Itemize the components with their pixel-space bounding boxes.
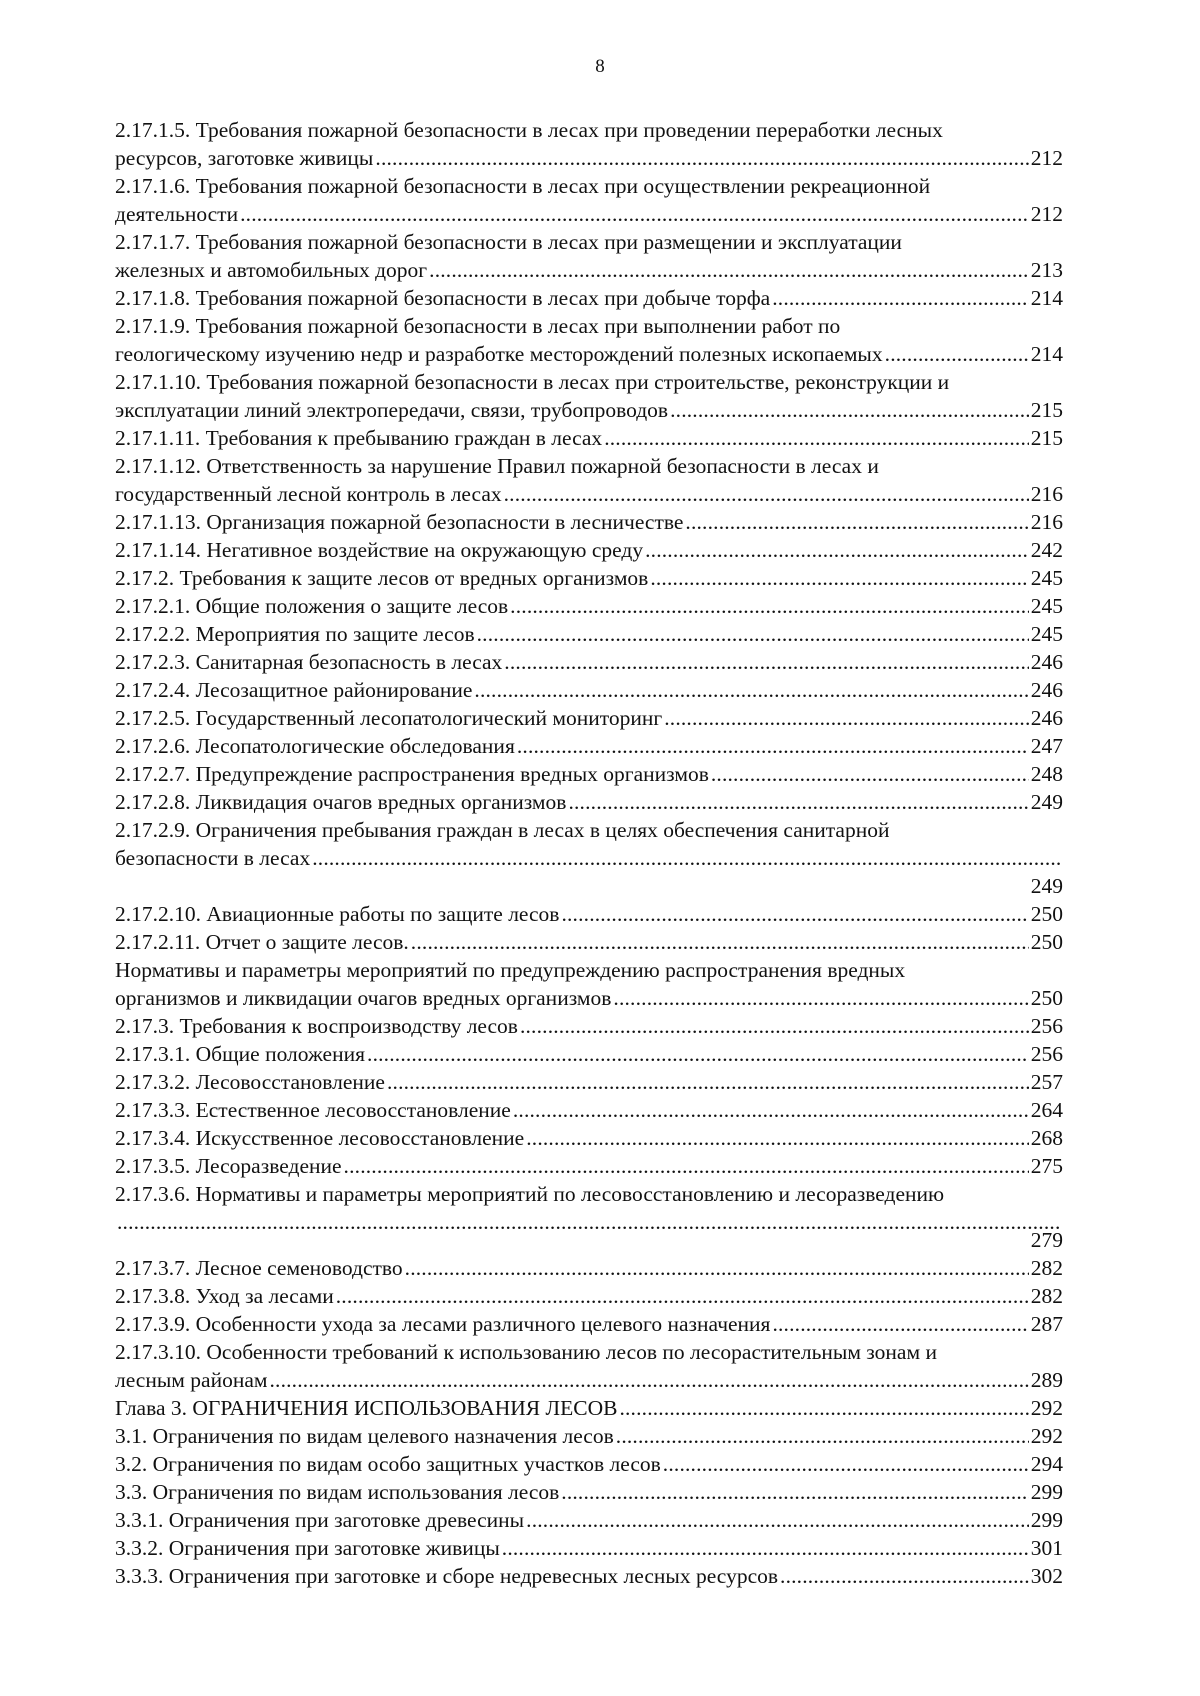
toc-page-number: 216 — [1030, 482, 1063, 506]
toc-line — [115, 1338, 1063, 1366]
toc-line — [115, 648, 1063, 676]
toc-page-number: 282 — [1030, 1256, 1063, 1280]
toc-entry[interactable] — [115, 1310, 1063, 1338]
toc-entry-title: 2.17.2.6. Лесопатологические обследования — [115, 734, 515, 758]
toc-entry[interactable] — [115, 1012, 1063, 1040]
toc-line — [115, 172, 1063, 200]
toc-entry-title: 2.17.1.12. Ответственность за нарушение Правил пожарной безопасности в лесах и — [115, 454, 879, 478]
toc-line — [115, 1096, 1063, 1124]
toc-line — [115, 900, 1063, 928]
toc-entry-title: 2.17.1.5. Требования пожарной безопасности в лесах при проведении переработки лесных — [115, 118, 943, 142]
toc-page-number: 248 — [1030, 762, 1063, 786]
toc-entry-title: государственный лесной контроль в лесах — [115, 482, 502, 506]
toc-entry[interactable] — [115, 1478, 1063, 1506]
toc-page-number: 242 — [1030, 538, 1063, 562]
toc-entry-title: 2.17.2.1. Общие положения о защите лесов — [115, 594, 509, 618]
dot-leader — [510, 592, 1029, 620]
dot-leader — [477, 620, 1029, 648]
toc-line — [115, 1506, 1063, 1534]
toc-entry[interactable] — [115, 956, 1063, 1012]
dot-leader — [502, 1534, 1029, 1562]
toc-line — [115, 1040, 1063, 1068]
toc-entry-title: 2.17.3.10. Особенности требований к использованию лесов по лесорастительным зонам и — [115, 1340, 937, 1364]
toc-line — [115, 788, 1063, 816]
toc-page-number: 250 — [1030, 902, 1063, 926]
toc-entry-title: 2.17.1.6. Требования пожарной безопасности в лесах при осуществлении рекреационной — [115, 174, 931, 198]
toc-page-number: 245 — [1030, 594, 1063, 618]
toc-entry-title: ресурсов, заготовке живицы — [115, 146, 374, 170]
page-number: 8 — [595, 56, 605, 77]
toc-entry-title: 2.17.2.10. Авиационные работы по защите лесов — [115, 902, 560, 926]
toc-entry[interactable] — [115, 732, 1063, 760]
toc-entry-title: 3.1. Ограничения по видам целевого назначения лесов — [115, 1424, 614, 1448]
dot-leader — [604, 424, 1029, 452]
toc-entry-title: организмов и ликвидации очагов вредных организмов — [115, 986, 612, 1010]
dot-leader — [619, 1394, 1028, 1422]
toc-page-number: 249 — [1030, 790, 1063, 814]
toc-line — [115, 508, 1063, 536]
toc-page-number: 282 — [1030, 1284, 1063, 1308]
toc-entry-title: 2.17.1.14. Негативное воздействие на окружающую среду — [115, 538, 644, 562]
toc-page-number: 287 — [1030, 1312, 1063, 1336]
toc-line — [115, 424, 1063, 452]
toc-line — [115, 1012, 1063, 1040]
toc-line — [115, 144, 1063, 172]
toc-page-number: 212 — [1030, 202, 1063, 226]
toc-line — [115, 340, 1063, 368]
toc-line — [115, 312, 1063, 340]
toc-entry[interactable] — [115, 1394, 1063, 1422]
toc-line — [115, 1282, 1063, 1310]
dot-leader — [664, 704, 1029, 732]
dot-leader — [663, 1450, 1029, 1478]
toc-page-number: 257 — [1030, 1070, 1063, 1094]
toc-entry[interactable] — [115, 1282, 1063, 1310]
dot-leader — [616, 1422, 1029, 1450]
toc-entry[interactable] — [115, 1534, 1063, 1562]
toc-page-number: 215 — [1030, 398, 1063, 422]
toc-page-number: 247 — [1030, 734, 1063, 758]
toc-entry[interactable] — [115, 1450, 1063, 1478]
toc-line — [115, 1226, 1063, 1254]
dot-leader — [312, 844, 1061, 872]
toc-line — [115, 564, 1063, 592]
toc-entry[interactable] — [115, 228, 1063, 284]
toc-line — [115, 256, 1063, 284]
dot-leader — [885, 340, 1029, 368]
toc-entry[interactable] — [115, 1152, 1063, 1180]
dot-leader — [344, 1152, 1029, 1180]
dot-leader — [269, 1366, 1028, 1394]
dot-leader — [520, 1012, 1029, 1040]
toc-entry-title: 2.17.3.1. Общие положения — [115, 1042, 366, 1066]
toc-page-number: 301 — [1030, 1536, 1063, 1560]
dot-leader — [772, 1310, 1028, 1338]
dot-leader — [375, 144, 1028, 172]
toc-entry-title: 2.17.1.8. Требования пожарной безопасности в лесах при добыче торфа — [115, 286, 771, 310]
toc-entry[interactable] — [115, 1338, 1063, 1394]
dot-leader — [336, 1282, 1029, 1310]
toc-entry[interactable] — [115, 1180, 1063, 1254]
toc-entry-title: 2.17.3.5. Лесоразведение — [115, 1154, 342, 1178]
toc-entry-title: железных и автомобильных дорог — [115, 258, 428, 282]
toc-entry[interactable] — [115, 284, 1063, 312]
table-of-contents — [115, 116, 1063, 1590]
toc-entry[interactable] — [115, 536, 1063, 564]
toc-entry-title: 2.17.2.4. Лесозащитное районирование — [115, 678, 473, 702]
toc-entry[interactable] — [115, 1068, 1063, 1096]
toc-entry-title: 2.17.2.7. Предупреждение распространения вредных организмов — [115, 762, 709, 786]
toc-entry[interactable] — [115, 620, 1063, 648]
dot-leader — [367, 1040, 1029, 1068]
toc-entry-title: лесным районам — [115, 1368, 268, 1392]
toc-line — [115, 1450, 1063, 1478]
toc-entry-title: 3.3.1. Ограничения при заготовке древесины — [115, 1508, 525, 1532]
toc-entry[interactable] — [115, 564, 1063, 592]
toc-line — [115, 1310, 1063, 1338]
toc-entry-title: 2.17.2.2. Мероприятия по защите лесов — [115, 622, 475, 646]
toc-line — [115, 368, 1063, 396]
toc-page-number: 215 — [1030, 426, 1063, 450]
toc-page-number: 275 — [1030, 1154, 1063, 1178]
toc-entry[interactable] — [115, 648, 1063, 676]
dot-leader — [711, 760, 1029, 788]
toc-entry-title: 3.3.3. Ограничения при заготовке и сборе недревесных лесных ресурсов — [115, 1564, 779, 1588]
toc-page-number: 246 — [1030, 678, 1063, 702]
toc-line — [115, 200, 1063, 228]
toc-line — [115, 480, 1063, 508]
toc-page-number: 292 — [1030, 1424, 1063, 1448]
toc-entry-title: 2.17.3.6. Нормативы и параметры мероприятий по лесовосстановлению и лесоразведению — [115, 1182, 945, 1206]
toc-entry[interactable] — [115, 424, 1063, 452]
dot-leader — [685, 508, 1028, 536]
toc-page-number: 289 — [1030, 1368, 1063, 1392]
dot-leader — [429, 256, 1029, 284]
toc-line — [115, 1478, 1063, 1506]
toc-page-number: 212 — [1030, 146, 1063, 170]
toc-line — [115, 1068, 1063, 1096]
dot-leader — [526, 1506, 1029, 1534]
toc-page-number: 299 — [1030, 1508, 1063, 1532]
toc-line — [115, 676, 1063, 704]
toc-entry-title: Глава 3. ОГРАНИЧЕНИЯ ИСПОЛЬЗОВАНИЯ ЛЕСОВ — [115, 1396, 618, 1420]
dot-leader — [568, 788, 1028, 816]
toc-page-number: 302 — [1030, 1564, 1063, 1588]
toc-entry-title: 2.17.3.3. Естественное лесовосстановление — [115, 1098, 511, 1122]
toc-entry-title: 2.17.2.8. Ликвидация очагов вредных организмов — [115, 790, 567, 814]
toc-line — [115, 452, 1063, 480]
toc-page-number: 299 — [1030, 1480, 1063, 1504]
toc-entry[interactable] — [115, 816, 1063, 900]
toc-entry-title: 2.17.1.7. Требования пожарной безопасности в лесах при размещении и эксплуатации — [115, 230, 902, 254]
toc-page-number: 250 — [1030, 986, 1063, 1010]
toc-entry[interactable] — [115, 1506, 1063, 1534]
toc-line — [115, 928, 1063, 956]
toc-entry-title: 2.17.1.13. Организация пожарной безопасности в лесничестве — [115, 510, 684, 534]
toc-line — [115, 816, 1063, 844]
dot-leader — [504, 480, 1029, 508]
toc-entry[interactable] — [115, 900, 1063, 928]
toc-line — [115, 620, 1063, 648]
toc-entry[interactable] — [115, 760, 1063, 788]
toc-entry[interactable] — [115, 704, 1063, 732]
toc-line — [115, 956, 1063, 984]
dot-leader — [513, 1096, 1029, 1124]
toc-entry-title: 3.3.2. Ограничения при заготовке живицы — [115, 1536, 500, 1560]
toc-line — [115, 1152, 1063, 1180]
toc-entry[interactable] — [115, 1254, 1063, 1282]
toc-entry-title: 2.17.2. Требования к защите лесов от вредных организмов — [115, 566, 649, 590]
toc-page-number: 250 — [1030, 930, 1063, 954]
toc-line — [115, 1124, 1063, 1152]
toc-page-number: 245 — [1030, 566, 1063, 590]
toc-line — [115, 228, 1063, 256]
toc-line — [115, 592, 1063, 620]
toc-line — [115, 536, 1063, 564]
toc-line — [115, 1254, 1063, 1282]
toc-entry-title: 2.17.2.5. Государственный лесопатологический мониторинг — [115, 706, 663, 730]
toc-line — [115, 396, 1063, 424]
dot-leader — [387, 1068, 1029, 1096]
toc-entry[interactable] — [115, 1562, 1063, 1590]
toc-page-number: 245 — [1030, 622, 1063, 646]
toc-line — [115, 1534, 1063, 1562]
dot-leader — [613, 984, 1028, 1012]
dot-leader — [526, 1124, 1029, 1152]
toc-entry-title: 2.17.1.10. Требования пожарной безопасности в лесах при строительстве, реконструкции и — [115, 370, 950, 394]
toc-line — [115, 872, 1063, 900]
toc-entry-title: 2.17.3.9. Особенности ухода за лесами различного целевого назначения — [115, 1312, 771, 1336]
toc-entry[interactable] — [115, 172, 1063, 228]
toc-line — [115, 284, 1063, 312]
toc-page-number: 214 — [1030, 286, 1063, 310]
toc-entry[interactable] — [115, 928, 1063, 956]
dot-leader — [504, 648, 1028, 676]
toc-entry-title: 2.17.3.8. Уход за лесами — [115, 1284, 334, 1308]
toc-entry-title: безопасности в лесах — [115, 846, 311, 870]
toc-entry-title: геологическому изучению недр и разработке месторождений полезных ископаемых — [115, 342, 883, 366]
toc-page-number: 294 — [1030, 1452, 1063, 1476]
toc-entry-title: 2.17.2.11. Отчет о защите лесов. — [115, 930, 409, 954]
toc-line — [115, 760, 1063, 788]
dot-leader — [561, 1478, 1028, 1506]
dot-leader — [780, 1562, 1029, 1590]
toc-entry[interactable] — [115, 1040, 1063, 1068]
toc-entry[interactable] — [115, 676, 1063, 704]
dot-leader — [517, 732, 1029, 760]
toc-entry-title: 3.3. Ограничения по видам использования лесов — [115, 1480, 560, 1504]
toc-line — [115, 1422, 1063, 1450]
toc-entry[interactable] — [115, 312, 1063, 368]
dot-leader — [650, 564, 1028, 592]
toc-line — [115, 1562, 1063, 1590]
toc-page-number: 268 — [1030, 1126, 1063, 1150]
toc-entry-title: Нормативы и параметры мероприятий по предупреждению распространения вредных — [115, 958, 906, 982]
toc-entry-title: 2.17.1.9. Требования пожарной безопасности в лесах при выполнении работ по — [115, 314, 841, 338]
toc-entry[interactable] — [115, 368, 1063, 424]
toc-entry-title: 2.17.3.2. Лесовосстановление — [115, 1070, 385, 1094]
toc-page-number: 256 — [1030, 1042, 1063, 1066]
toc-page-number: 256 — [1030, 1014, 1063, 1038]
toc-page-number: 213 — [1030, 258, 1063, 282]
toc-entry[interactable] — [115, 116, 1063, 172]
toc-entry-title: 2.17.3. Требования к воспроизводству лесов — [115, 1014, 518, 1038]
toc-line — [115, 984, 1063, 1012]
dot-leader — [772, 284, 1029, 312]
toc-page-number: 292 — [1030, 1396, 1063, 1420]
dot-leader — [670, 396, 1029, 424]
toc-line — [115, 704, 1063, 732]
dot-leader — [411, 928, 1029, 956]
toc-page-number: 249 — [1030, 874, 1063, 898]
toc-entry-title: 2.17.3.4. Искусственное лесовосстановление — [115, 1126, 525, 1150]
toc-line — [115, 1394, 1063, 1422]
toc-line — [115, 844, 1063, 872]
toc-page-number: 214 — [1030, 342, 1063, 366]
toc-line — [115, 1366, 1063, 1394]
toc-page-number: 246 — [1030, 650, 1063, 674]
toc-page-number: 246 — [1030, 706, 1063, 730]
toc-entry[interactable] — [115, 1096, 1063, 1124]
toc-entry-title: 2.17.3.7. Лесное семеноводство — [115, 1256, 403, 1280]
dot-leader — [405, 1254, 1029, 1282]
toc-page-number: 279 — [1030, 1228, 1063, 1252]
toc-entry-title: эксплуатации линий электропередачи, связи, трубопроводов — [115, 398, 669, 422]
dot-leader — [561, 900, 1028, 928]
dot-leader — [645, 536, 1029, 564]
toc-page-number: 264 — [1030, 1098, 1063, 1122]
toc-page-number: 216 — [1030, 510, 1063, 534]
toc-entry[interactable] — [115, 508, 1063, 536]
toc-entry-title: 2.17.1.11. Требования к пребыванию граждан в лесах — [115, 426, 603, 450]
toc-line — [115, 1180, 1063, 1208]
toc-entry[interactable] — [115, 1422, 1063, 1450]
dot-leader — [240, 200, 1029, 228]
toc-line — [115, 732, 1063, 760]
toc-entry[interactable] — [115, 788, 1063, 816]
toc-entry[interactable] — [115, 452, 1063, 508]
toc-entry-title: 3.2. Ограничения по видам особо защитных участков лесов — [115, 1452, 661, 1476]
toc-entry-title: деятельности — [115, 202, 239, 226]
dot-leader — [474, 676, 1028, 704]
toc-entry[interactable] — [115, 1124, 1063, 1152]
toc-entry-title: 2.17.2.3. Санитарная безопасность в лесах — [115, 650, 503, 674]
toc-entry[interactable] — [115, 592, 1063, 620]
toc-line — [115, 116, 1063, 144]
toc-entry-title: 2.17.2.9. Ограничения пребывания граждан в лесах в целях обеспечения санитарной — [115, 818, 890, 842]
